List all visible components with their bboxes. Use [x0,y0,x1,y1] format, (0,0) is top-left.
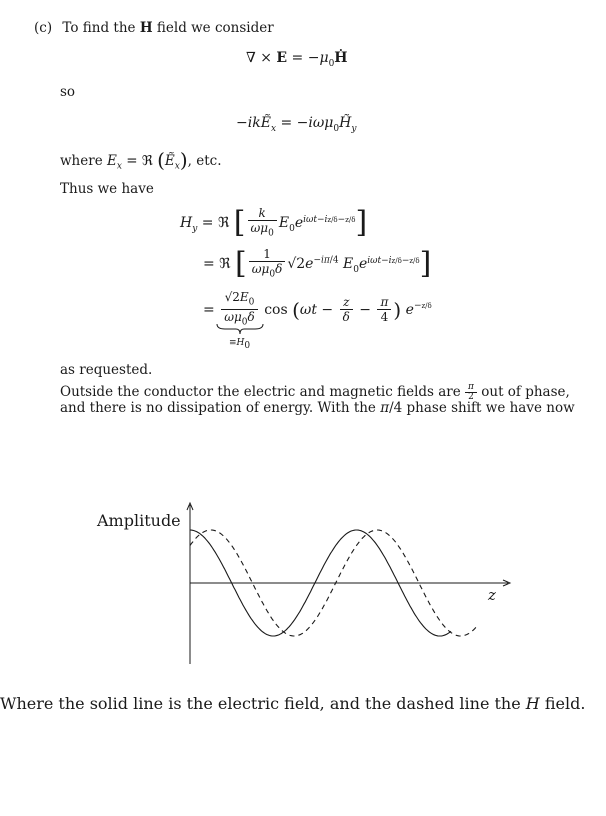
intro-bold-h: H [139,20,153,36]
hy-line-1: $H_y$ = ℜ [ $\frac{k}{\omega\mu_0}$ $E_0e^{i\omega t-iz/\delta-z/\delta}$] [180,205,368,241]
figure-caption [0,694,606,714]
underbrace-label: $\equiv H_0$ [229,338,251,351]
outside-line-2: and there is no dissipation of energy. With the π/4 phase shift we have now [60,400,575,416]
y-axis-label: Amplitude [97,511,181,530]
where-a: where [60,153,107,169]
intro-text-b: field we consider [152,20,274,36]
so-text: so [60,84,76,100]
hy-line-2: = ℜ [ $\frac{1}{\omega\mu_0\delta}$ $√2e^{-i\pi/4}$ $E_0e^{i\omega t-iz/\delta-z/\delta}$] [203,246,432,282]
x-axis-label: z [488,586,496,604]
hy-line-3: = $\frac{√2E_0}{\omega\mu_0\delta}$ cos (ωt − $\frac{z}{\delta}$ − $\frac{\pi}{4}$ ) $e^{-z/\delta}$ [203,290,432,328]
where-line: where $E_x$ = ℜ (Ẽ$_x$), etc. [60,148,222,172]
thus-text: Thus we have [60,181,154,197]
as-requested-text: as requested. [60,362,153,378]
caption-h: H [525,694,540,713]
caption-a: Where the solid line is the electric field, and the dashed line the [0,694,526,713]
where-c: , etc. [187,153,222,169]
intro-text-a: To find the [62,20,140,36]
caption-b: field. [539,694,586,713]
outside-line-1: Outside the conductor the electric and magnetic fields are $\frac{\pi}{2}$ out of phase, [60,382,570,402]
part-label: (c) [34,20,53,36]
equation-fourier: −ikẼ$_x$ = $-i\omega\mu_0H̃_y$ [236,115,357,134]
equation-curl: ∇ × $E = -\mu_0Ḣ$ [246,50,348,69]
